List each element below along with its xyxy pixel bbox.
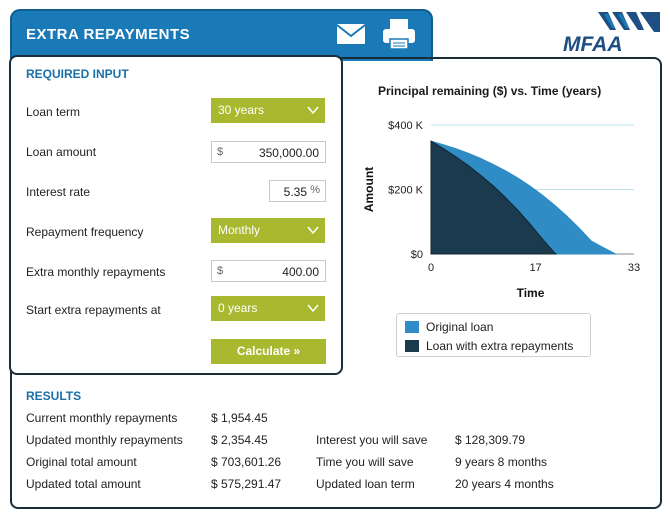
header-bar xyxy=(10,9,433,61)
loan-term-label: Loan term xyxy=(26,105,81,119)
start-extra-value: 0 years xyxy=(218,301,258,315)
loan-term-value: 30 years xyxy=(218,103,265,117)
y-tick-label: $0 xyxy=(410,249,423,261)
legend-label: Loan with extra repayments xyxy=(426,339,574,353)
result-value: 9 years 8 months xyxy=(455,455,548,469)
principal-chart xyxy=(355,105,655,305)
result-label: Time you will save xyxy=(316,455,414,469)
frequency-select[interactable] xyxy=(211,218,325,243)
result-label: Interest you will save xyxy=(316,433,428,447)
loan-amount-value: 350,000.00 xyxy=(258,146,319,160)
start-extra-select[interactable] xyxy=(211,296,325,321)
legend-label: Original loan xyxy=(426,320,494,334)
interest-rate-field[interactable] xyxy=(269,180,326,202)
result-label: Updated monthly repayments xyxy=(26,433,183,447)
x-tick-label: 17 xyxy=(529,262,542,274)
required-input-title: REQUIRED INPUT xyxy=(26,67,129,81)
interest-rate-value: 5.35 xyxy=(283,185,307,199)
percent-suffix: % xyxy=(310,184,320,196)
loan-amount-label: Loan amount xyxy=(26,145,97,159)
print-icon[interactable] xyxy=(382,18,416,50)
x-axis-label: Time xyxy=(516,286,545,300)
chevron-down-icon xyxy=(307,302,319,314)
calculate-button[interactable]: Calculate » xyxy=(211,339,326,364)
extra-repayments-field[interactable] xyxy=(211,260,326,282)
result-value: $ 575,291.47 xyxy=(211,477,282,491)
start-extra-label: Start extra repayments at xyxy=(26,303,161,317)
result-value: 20 years 4 months xyxy=(455,477,554,491)
result-value: $ 1,954.45 xyxy=(211,411,268,425)
legend-swatch xyxy=(405,340,419,352)
loan-term-select[interactable] xyxy=(211,98,325,123)
frequency-label: Repayment frequency xyxy=(26,225,144,239)
legend-swatch xyxy=(405,321,419,333)
chevron-down-icon xyxy=(307,104,319,116)
results-title: RESULTS xyxy=(26,389,82,403)
logo-text: MFAA xyxy=(563,33,623,56)
result-value: $ 2,354.45 xyxy=(211,433,268,447)
result-label: Original total amount xyxy=(26,455,137,469)
currency-prefix: $ xyxy=(217,146,224,158)
extra-repayments-label: Extra monthly repayments xyxy=(26,265,166,279)
y-axis-label: Amount xyxy=(362,166,376,213)
currency-prefix: $ xyxy=(217,265,224,277)
extra-repayments-value: 400.00 xyxy=(282,265,319,279)
chart-title: Principal remaining ($) vs. Time (years) xyxy=(378,84,602,98)
result-label: Updated total amount xyxy=(26,477,141,491)
x-tick-label: 33 xyxy=(627,262,641,274)
y-tick-label: $200 K xyxy=(388,184,423,197)
x-tick-label: 0 xyxy=(427,262,435,274)
y-tick-label: $400 K xyxy=(388,120,423,132)
frequency-value: Monthly xyxy=(218,223,261,237)
chevron-down-icon xyxy=(307,224,319,236)
result-value: $ 703,601.26 xyxy=(211,455,282,469)
email-icon[interactable] xyxy=(336,23,366,45)
page-title: EXTRA REPAYMENTS xyxy=(26,26,191,43)
result-label: Updated loan term xyxy=(316,477,415,491)
interest-rate-label: Interest rate xyxy=(26,185,91,199)
loan-amount-field[interactable] xyxy=(211,141,326,163)
result-label: Current monthly repayments xyxy=(26,411,178,425)
result-value: $ 128,309.79 xyxy=(455,433,526,447)
mfaa-logo xyxy=(560,10,662,56)
chart-legend xyxy=(396,313,591,357)
